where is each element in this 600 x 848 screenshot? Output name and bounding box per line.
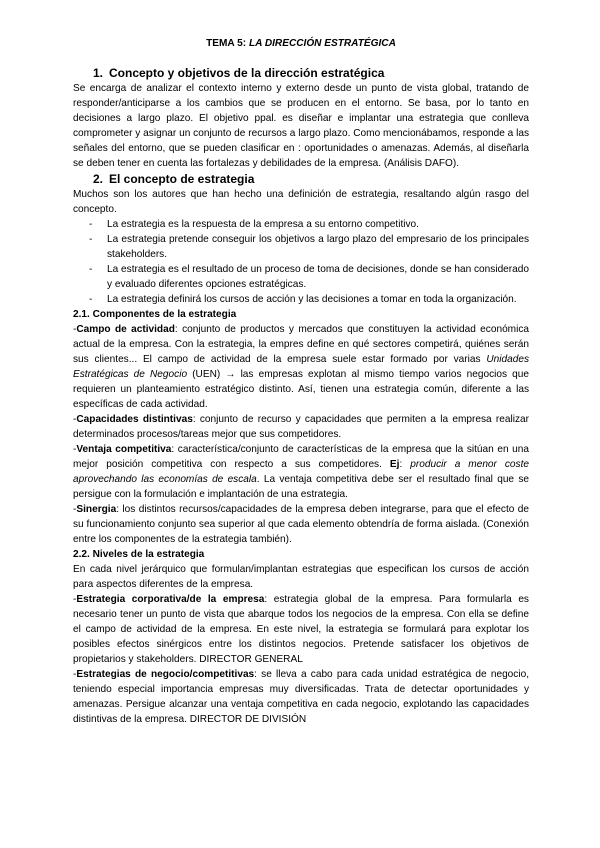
- dash-bullet: -: [89, 234, 93, 245]
- section-2-title: El concepto de estrategia: [109, 172, 255, 186]
- capacidades-paragraph: [73, 412, 529, 442]
- section-2-number: 2.: [93, 172, 104, 186]
- ejemplo-text: producir a menor coste aprovechando las economías de escala: [73, 459, 530, 485]
- list-item-text: La estrategia definirá los cursos de acción y las decisiones a tomar en toda la organización.: [107, 294, 517, 305]
- capacidades-term: Capacidades distintivas: [76, 414, 193, 425]
- levels-intro-paragraph: En cada nivel jerárquico que formulan/implantan estrategias que especifican los cursos de acción para aspectos diferentes de la empresa.: [73, 564, 529, 590]
- section-2-paragraph: Muchos son los autores que han hecho una definición de estrategia, resaltando algún rasgo del concepto.: [73, 189, 529, 215]
- section-2-heading: [73, 171, 529, 187]
- dash-bullet: -: [73, 414, 77, 425]
- sinergia-term: Sinergia: [76, 504, 117, 515]
- section-1-number: 1.: [93, 66, 104, 80]
- dash-bullet: -: [73, 504, 77, 515]
- ejemplo-label: Ej: [389, 459, 400, 470]
- document-title: [73, 36, 529, 51]
- list-item: [73, 232, 529, 262]
- dash-bullet: -: [89, 264, 93, 275]
- corporativa-paragraph: [73, 592, 529, 667]
- uen-term: Unidades Estratégicas de Negocio: [73, 354, 529, 380]
- campo-actividad-text: : conjunto de productos y mercados que constituyen la actividad económica actual de la empresa. Con la estrategia, la empres define en qué sectores competirá, quiénes serán sus clientes... El campo de actividad de la empresa suele estar formado por varias: [73, 324, 529, 365]
- list-item-text: La estrategia pretende conseguir los objetivos a largo plazo del empresario de los principales stakeholders.: [107, 234, 529, 260]
- list-item: [73, 292, 529, 307]
- negocio-paragraph: [73, 667, 529, 727]
- dash-bullet: -: [89, 219, 93, 230]
- section-1-paragraph: Se encarga de analizar el contexto interno y externo desde un punto de vista global, tratando de responder/anticiparse a los cambios que se producen en el entorno. Se basa, por lo tanto en decisiones a largo plazo. El objetivo ppal. es diseñar e implantar una estrategia que conlleva comprometer y asignar un conjunto de recursos a largo plazo. Como mencionábamos, responde a las señales del entorno, que se pueden clasificar en : oportunidades o amenazas. Además, al diseñarla se deben tener en cuenta las fortalezas y debilidades de la empresa. (Análisis DAFO).: [73, 83, 529, 169]
- negocio-text: : se lleva a cabo para cada unidad estratégica de negocio, teniendo especial importancia empresas muy diversificadas. Trata de detectar oportunidades y amenazas. Persigue alcanzar una ventaja competitiva en cada negocio, explotando las capacidades distintivas de la empresa. DIRECTOR DE DIVISIÓN: [73, 669, 529, 725]
- negocio-term: Estrategias de negocio/competitivas: [76, 669, 255, 680]
- strategy-definition-list: [73, 217, 529, 307]
- campo-actividad-text-2: (UEN) → las empresas explotan al mismo tiempo varios negocios que requieren un planteamiento estratégico distinto. Así, tienen una estrategia común, diferente a las específicas de cada actividad.: [73, 369, 529, 410]
- dash-bullet: -: [73, 594, 77, 605]
- sinergia-text: : los distintos recursos/capacidades de la empresa deben integrarse, para que el efecto de su funcionamiento conjunto sea superior al que cada elemento obtendría de forma aislada. (Conexión entre los componentes de la estrategia también).: [73, 504, 529, 545]
- capacidades-text: : conjunto de recurso y capacidades que permiten a la empresa realizar determinados procesos/tareas mejor que sus competidores.: [73, 414, 529, 440]
- ventaja-term: Ventaja competitiva: [76, 444, 172, 455]
- subsection-2-2-heading: 2.2. Niveles de la estrategia: [73, 549, 205, 560]
- section-1-title: Concepto y objetivos de la dirección estratégica: [109, 66, 385, 80]
- ejemplo-colon: :: [399, 459, 411, 470]
- corporativa-term: Estrategia corporativa/de la empresa: [76, 594, 265, 605]
- title-prefix: TEMA 5:: [206, 38, 249, 49]
- document-page: [73, 36, 529, 727]
- ventaja-text-2: . La ventaja competitiva debe ser el resultado final que se persigue con la formulación e implantación de una estrategia.: [73, 474, 529, 500]
- list-item-text: La estrategia es el resultado de un proceso de toma de decisiones, donde se han considerado y evaluado diferentes opciones estratégicas.: [107, 264, 529, 290]
- subsection-2-1-heading: 2.1. Componentes de la estrategia: [73, 309, 237, 320]
- list-item-text: La estrategia es la respuesta de la empresa a su entorno competitivo.: [107, 219, 419, 230]
- title-italic: LA DIRECCIÓN ESTRATÉGICA: [248, 38, 396, 49]
- campo-actividad-term: Campo de actividad: [76, 324, 175, 335]
- ventaja-text: : característica/conjunto de características de la empresa que la sitúan en una mejor posición competitiva con respecto a sus competidores.: [73, 444, 529, 470]
- list-item: [73, 217, 529, 232]
- dash-bullet: -: [73, 324, 77, 335]
- ventaja-paragraph: [73, 442, 529, 502]
- dash-bullet: -: [73, 669, 77, 680]
- dash-bullet: -: [73, 444, 77, 455]
- section-1-heading: [73, 65, 529, 81]
- list-item: [73, 262, 529, 292]
- dash-bullet: -: [89, 294, 93, 305]
- campo-actividad-paragraph: [73, 322, 529, 412]
- corporativa-text: : estrategia global de la empresa. Para formularla es necesario tener un punto de vista que abarque todos los negocios de la empresa. Con ella se define el campo de actividad de la empresa. En este nivel, la estrategia se formulará para explotar los posibles efectos sinérgicos entre los distintos negocios. Pretende satisfacer los objetivos de propietarios y stakeholders. DIRECTOR GENERAL: [73, 594, 529, 665]
- sinergia-paragraph: [73, 502, 529, 547]
